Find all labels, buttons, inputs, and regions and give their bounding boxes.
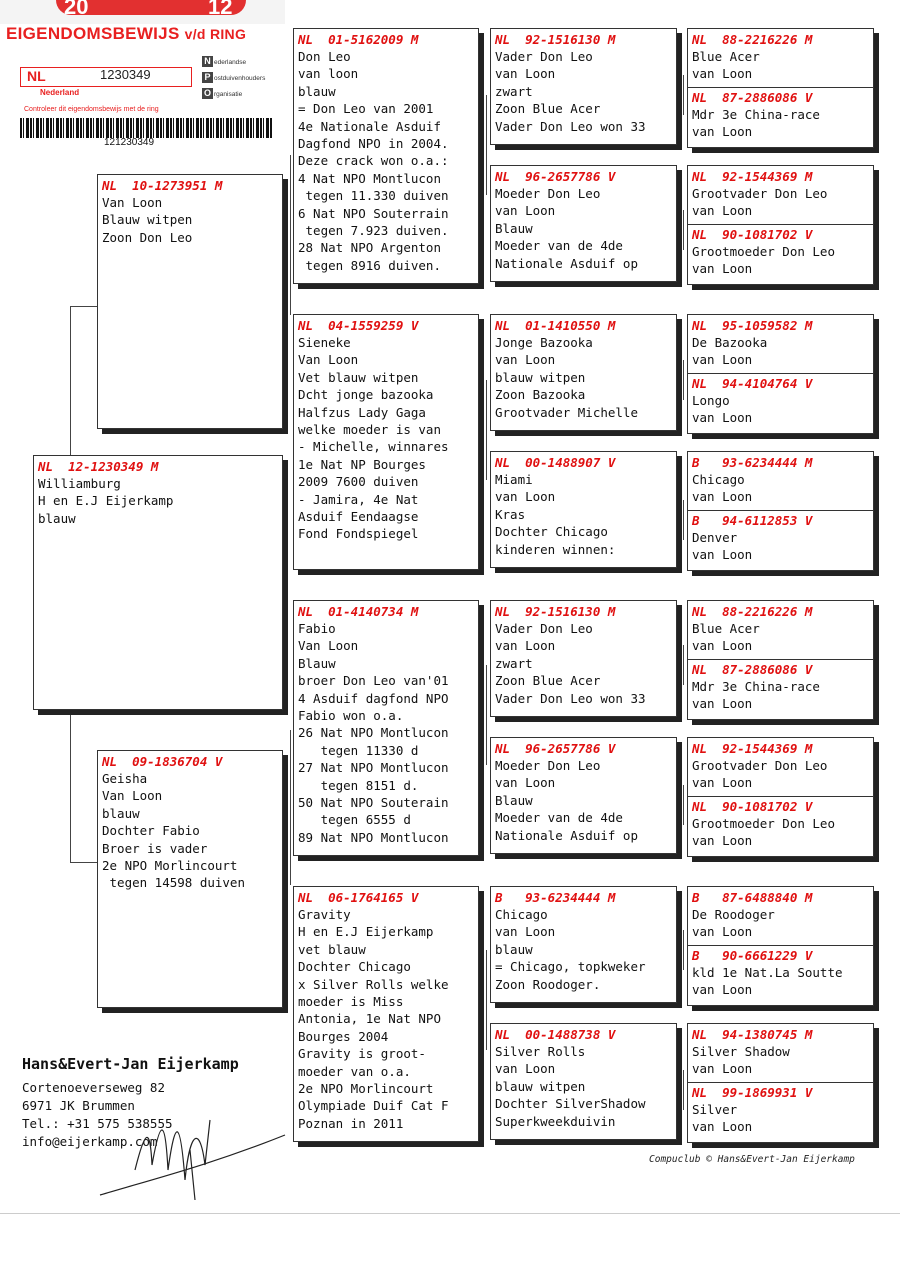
detail-line: van Loon <box>495 489 556 505</box>
npo-text-1: ederlandse <box>214 59 247 66</box>
detail-line: Chicago <box>495 907 548 922</box>
detail-line: Gravity is groot- <box>298 1046 426 1062</box>
detail-line: Mdr 3e China-race <box>692 107 820 122</box>
detail-line: van Loon <box>692 924 753 940</box>
detail-line: van loon <box>298 66 359 82</box>
detail-line: Fond Fondspiegel <box>298 526 419 542</box>
ggg-sire <box>692 31 869 83</box>
pair-divider <box>688 87 873 88</box>
connector-line <box>683 1070 684 1110</box>
detail-line: Van Loon <box>298 638 359 654</box>
mother-card <box>97 750 283 1008</box>
detail-line: tegen 11.330 duiven <box>298 188 449 204</box>
great-grandparent-ring: NL 00-1488907 V <box>495 455 616 470</box>
connector-line <box>486 665 487 765</box>
detail-line: Blauw <box>495 220 533 236</box>
father-ring: NL 10-1273951 M <box>102 178 223 193</box>
pair-divider <box>688 373 873 374</box>
detail-line: van Loon <box>692 1061 753 1077</box>
grandparent-ring: NL 01-4140734 M <box>298 604 419 619</box>
detail-line: Don Leo <box>298 49 351 64</box>
great-grandparent-ring: NL 00-1488738 V <box>495 1027 616 1042</box>
pair-divider <box>688 1082 873 1083</box>
grandparent-card <box>293 314 479 570</box>
owner-email: info@eijerkamp.com <box>22 1134 158 1149</box>
detail-line: Grootmoeder Don Leo <box>692 244 835 259</box>
detail-line: 6 Nat NPO Souterrain <box>298 205 449 221</box>
detail-line: Deze crack won o.a.: <box>298 153 449 169</box>
subject-ring: NL 12-1230349 M <box>38 459 159 474</box>
great-grandparent-ring: NL 92-1516130 M <box>495 604 616 619</box>
connector-line <box>70 306 97 307</box>
detail-line: Miami <box>495 472 533 487</box>
detail-line: H en E.J Eijerkamp <box>298 924 434 940</box>
connector-line <box>683 500 684 540</box>
certificate-region: Nederland <box>40 88 80 97</box>
npo-letter-p: P <box>202 72 213 83</box>
detail-line: moeder is Miss <box>298 994 404 1010</box>
detail-line: van Loon <box>692 1119 753 1135</box>
detail-line: Chicago <box>692 472 745 487</box>
grandparent-ring: NL 01-5162009 M <box>298 32 419 47</box>
detail-line: tegen 14598 duiven <box>102 875 245 891</box>
great-great-grandparent-pair <box>687 600 874 720</box>
detail-line: blauw witpen <box>495 1078 586 1094</box>
detail-line: Dochter Chicago <box>495 524 608 540</box>
detail-line: van Loon <box>692 203 753 219</box>
great-great-grandparent-pair <box>687 451 874 571</box>
great-great-grandparent-pair <box>687 886 874 1006</box>
ggg-dam <box>692 512 869 564</box>
great-grandparent-card <box>490 28 677 145</box>
detail-line: Longo <box>692 393 730 408</box>
father-details <box>102 194 278 246</box>
ggg-sire <box>692 168 869 220</box>
ggg-ring: NL 92-1544369 M <box>692 741 813 756</box>
ggg-ring: NL 95-1059582 M <box>692 318 813 333</box>
connector-line <box>683 360 684 400</box>
connector-line <box>290 155 291 315</box>
detail-line: van Loon <box>495 1061 556 1077</box>
connector-line <box>70 306 71 455</box>
ggg-ring: NL 90-1081702 V <box>692 799 813 814</box>
detail-line: Fabio <box>298 621 336 636</box>
detail-line: 1e Nat NP Bourges <box>298 456 426 472</box>
detail-line: Geisha <box>102 771 148 786</box>
detail-line: Vader Don Leo won 33 <box>495 118 646 134</box>
detail-line: van Loon <box>495 924 556 940</box>
great-grandparent-ring: NL 01-1410550 M <box>495 318 616 333</box>
detail-line: van Loon <box>692 352 753 368</box>
connector-line <box>486 95 487 195</box>
ownership-certificate <box>0 0 285 158</box>
connector-line <box>683 785 684 825</box>
detail-line: Zoon Roodoger. <box>495 976 601 992</box>
grandparent-ring: NL 06-1764165 V <box>298 890 419 905</box>
detail-line: Zoon Blue Acer <box>495 101 601 117</box>
detail-line: vet blauw <box>298 941 366 957</box>
detail-line: blauw <box>102 805 140 821</box>
npo-letter-n: N <box>202 56 213 67</box>
detail-line: tegen 6555 d <box>298 812 411 828</box>
great-grandparent-card <box>490 600 677 717</box>
ggg-dam <box>692 1084 869 1136</box>
ggg-dam <box>692 661 869 713</box>
ggg-dam <box>692 947 869 999</box>
detail-line: van Loon <box>692 489 753 505</box>
detail-line: blauw <box>38 510 76 526</box>
ggg-sire <box>692 603 869 655</box>
connector-line <box>486 380 487 480</box>
detail-line: 2e NPO Morlincourt <box>298 1081 434 1097</box>
ggg-dam <box>692 89 869 141</box>
detail-line: Zoon Bazooka <box>495 387 586 403</box>
pair-divider <box>688 510 873 511</box>
detail-line: Olympiade Duif Cat F <box>298 1098 449 1114</box>
ggg-ring: NL 94-4104764 V <box>692 376 813 391</box>
detail-line: Silver Shadow <box>692 1044 790 1059</box>
detail-line: 4 Nat NPO Montlucon <box>298 170 441 186</box>
detail-line: moeder van o.a. <box>298 1063 411 1079</box>
ggg-ring: NL 87-2886086 V <box>692 90 813 105</box>
detail-line: van Loon <box>495 66 556 82</box>
connector-line <box>70 710 71 862</box>
detail-line: Van Loon <box>102 195 163 210</box>
detail-line: 2009 7600 duiven <box>298 474 419 490</box>
detail-line: Van Loon <box>102 788 163 804</box>
ggg-sire <box>692 317 869 369</box>
great-grandparent-ring: NL 96-2657786 V <box>495 741 616 756</box>
ggg-ring: B 93-6234444 M <box>692 455 813 470</box>
detail-line: kld 1e Nat.La Soutte <box>692 965 843 980</box>
great-grandparent-card <box>490 1023 677 1140</box>
detail-line: van Loon <box>692 124 753 140</box>
detail-line: Vader Don Leo <box>495 49 593 64</box>
detail-line: Williamburg <box>38 476 121 491</box>
detail-line: broer Don Leo van'01 <box>298 673 449 689</box>
detail-line: van Loon <box>692 261 753 277</box>
detail-line: Asduif Eendaagse <box>298 509 419 525</box>
detail-line: Moeder Don Leo <box>495 186 601 201</box>
grandparent-card <box>293 28 479 284</box>
detail-line: Dochter Fabio <box>102 823 200 839</box>
detail-line: van Loon <box>692 66 753 82</box>
certificate-country: NL <box>27 68 46 84</box>
ggg-sire <box>692 889 869 941</box>
footer-credit: Compuclub © Hans&Evert-Jan Eijerkamp <box>649 1154 855 1165</box>
detail-line: Vader Don Leo won 33 <box>495 690 646 706</box>
detail-line: Halfzus Lady Gaga <box>298 404 426 420</box>
detail-line: welke moeder is van <box>298 422 441 438</box>
detail-line: van Loon <box>495 775 556 791</box>
barcode-number: 121230349 <box>104 137 155 148</box>
certificate-year-right: 12 <box>208 0 233 19</box>
detail-line: De Bazooka <box>692 335 768 350</box>
detail-line: Dochter Chicago <box>298 959 411 975</box>
npo-text-2: ostduivenhouders <box>214 75 266 82</box>
detail-line: 89 Nat NPO Montlucon <box>298 829 449 845</box>
detail-line: Blauw <box>495 792 533 808</box>
great-grandparent-card <box>490 737 677 854</box>
grandparent-ring: NL 04-1559259 V <box>298 318 419 333</box>
great-grandparent-card <box>490 886 677 1003</box>
detail-line: Grootvader Don Leo <box>692 758 828 773</box>
detail-line: Dcht jonge bazooka <box>298 387 434 403</box>
certificate-year-left: 20 <box>64 0 89 19</box>
detail-line: Grootmoeder Don Leo <box>692 816 835 831</box>
subject-details <box>38 475 278 527</box>
ggg-ring: B 87-6488840 M <box>692 890 813 905</box>
detail-line: 26 Nat NPO Montlucon <box>298 725 449 741</box>
great-great-grandparent-pair <box>687 28 874 148</box>
detail-line: kinderen winnen: <box>495 541 616 557</box>
detail-line: van Loon <box>495 203 556 219</box>
ggg-sire <box>692 454 869 506</box>
pair-divider <box>688 659 873 660</box>
owner-name: Hans&Evert-Jan Eijerkamp <box>22 1055 239 1073</box>
detail-line: 4e Nationale Asduif <box>298 118 441 134</box>
great-grandparent-card <box>490 314 677 431</box>
detail-line: Silver Rolls <box>495 1044 586 1059</box>
certificate-year-badge <box>56 0 246 19</box>
detail-line: blauw <box>495 941 533 957</box>
great-grandparent-card <box>490 451 677 568</box>
detail-line: Blue Acer <box>692 49 760 64</box>
detail-line: Vader Don Leo <box>495 621 593 636</box>
ggg-ring: NL 87-2886086 V <box>692 662 813 677</box>
ggg-ring: NL 90-1081702 V <box>692 227 813 242</box>
detail-line: Blue Acer <box>692 621 760 636</box>
ggg-ring: NL 92-1544369 M <box>692 169 813 184</box>
detail-line: zwart <box>495 655 533 671</box>
mother-ring: NL 09-1836704 V <box>102 754 223 769</box>
certificate-title-suffix: v/d RING <box>184 26 247 42</box>
ggg-ring: NL 88-2216226 M <box>692 32 813 47</box>
detail-line: Kras <box>495 506 526 522</box>
detail-line: Fabio won o.a. <box>298 708 404 724</box>
great-great-grandparent-pair <box>687 165 874 285</box>
owner-phone: Tel.: +31 575 538555 <box>22 1116 173 1131</box>
detail-line: Bourges 2004 <box>298 1028 389 1044</box>
detail-line: Denver <box>692 530 738 545</box>
connector-line <box>683 75 684 115</box>
detail-line: x Silver Rolls welke <box>298 976 449 992</box>
great-grandparent-ring: NL 92-1516130 M <box>495 32 616 47</box>
great-grandparent-card <box>490 165 677 282</box>
npo-line-2 <box>202 72 265 83</box>
detail-line: Zoon Blue Acer <box>495 673 601 689</box>
ggg-sire <box>692 1026 869 1078</box>
page-bottom-rule <box>0 1213 900 1214</box>
certificate-control-text: Controleer dit eigendomsbewijs met de ring <box>24 106 159 113</box>
great-grandparent-ring: NL 96-2657786 V <box>495 169 616 184</box>
detail-line: van Loon <box>495 638 556 654</box>
detail-line: van Loon <box>692 775 753 791</box>
npo-line-1 <box>202 56 246 67</box>
ggg-ring: NL 99-1869931 V <box>692 1085 813 1100</box>
pair-divider <box>688 796 873 797</box>
detail-line: tegen 8151 d. <box>298 777 419 793</box>
ggg-dam <box>692 798 869 850</box>
detail-line: Moeder Don Leo <box>495 758 601 773</box>
detail-line: De Roodoger <box>692 907 775 922</box>
detail-line: tegen 7.923 duiven. <box>298 223 449 239</box>
detail-line: zwart <box>495 83 533 99</box>
owner-address-city: 6971 JK Brummen <box>22 1098 135 1113</box>
detail-line: van Loon <box>692 547 753 563</box>
connector-line <box>683 930 684 970</box>
connector-line <box>486 950 487 1050</box>
detail-line: Blauw witpen <box>102 212 193 228</box>
detail-line: van Loon <box>692 638 753 654</box>
detail-line: van Loon <box>495 352 556 368</box>
detail-line: blauw <box>298 83 336 99</box>
detail-line: = Chicago, topkweker <box>495 959 646 975</box>
detail-line: Jonge Bazooka <box>495 335 593 350</box>
connector-line <box>683 645 684 685</box>
detail-line: Grootvader Don Leo <box>692 186 828 201</box>
detail-line: 2e NPO Morlincourt <box>102 858 238 874</box>
detail-line: Moeder van de 4de <box>495 238 623 254</box>
detail-line: Poznan in 2011 <box>298 1115 404 1131</box>
certificate-title <box>6 24 246 44</box>
detail-line: H en E.J Eijerkamp <box>38 493 174 509</box>
mother-details <box>102 770 278 892</box>
connector-line <box>70 862 97 863</box>
owner-address-street: Cortenoeverseweg 82 <box>22 1080 165 1095</box>
detail-line: tegen 11330 d <box>298 742 419 758</box>
detail-line: Sieneke <box>298 335 351 350</box>
detail-line: van Loon <box>692 410 753 426</box>
great-great-grandparent-pair <box>687 314 874 434</box>
npo-line-3 <box>202 88 242 99</box>
detail-line: Vet blauw witpen <box>298 369 419 385</box>
detail-line: tegen 8916 duiven. <box>298 257 441 273</box>
subject-pigeon-card <box>33 455 283 710</box>
connector-line <box>683 210 684 250</box>
detail-line: van Loon <box>692 696 753 712</box>
detail-line: blauw witpen <box>495 369 586 385</box>
barcode <box>20 118 273 138</box>
grandparent-card <box>293 886 479 1142</box>
ggg-ring: NL 94-1380745 M <box>692 1027 813 1042</box>
father-card <box>97 174 283 429</box>
great-great-grandparent-pair <box>687 1023 874 1143</box>
detail-line: Gravity <box>298 907 351 922</box>
detail-line: Zoon Don Leo <box>102 229 193 245</box>
detail-line: 28 Nat NPO Argenton <box>298 240 441 256</box>
pair-divider <box>688 224 873 225</box>
npo-text-3: rganisatie <box>214 91 243 98</box>
ggg-dam <box>692 375 869 427</box>
detail-line: Dagfond NPO in 2004. <box>298 136 449 152</box>
signature <box>90 1110 300 1205</box>
detail-line: Antonia, 1e Nat NPO <box>298 1011 441 1027</box>
detail-line: Moeder van de 4de <box>495 810 623 826</box>
detail-line: Mdr 3e China-race <box>692 679 820 694</box>
ggg-ring: B 90-6661229 V <box>692 948 813 963</box>
npo-letter-o: O <box>203 88 211 98</box>
pair-divider <box>688 945 873 946</box>
detail-line: Van Loon <box>298 352 359 368</box>
great-grandparent-ring: B 93-6234444 M <box>495 890 616 905</box>
certificate-title-text: EIGENDOMSBEWIJS <box>6 24 180 43</box>
ggg-ring: NL 88-2216226 M <box>692 604 813 619</box>
detail-line: Nationale Asduif op <box>495 255 638 271</box>
detail-line: 50 Nat NPO Souterain <box>298 795 449 811</box>
detail-line: - Jamira, 4e Nat <box>298 491 419 507</box>
detail-line: Grootvader Michelle <box>495 404 638 420</box>
detail-line: Silver <box>692 1102 738 1117</box>
detail-line: 27 Nat NPO Montlucon <box>298 760 449 776</box>
connector-line <box>290 730 291 885</box>
great-great-grandparent-pair <box>687 737 874 857</box>
detail-line: Nationale Asduif op <box>495 827 638 843</box>
detail-line: 4 Asduif dagfond NPO <box>298 690 449 706</box>
detail-line: Blauw <box>298 655 336 671</box>
detail-line: - Michelle, winnares <box>298 439 449 455</box>
detail-line: van Loon <box>692 833 753 849</box>
ggg-dam <box>692 226 869 278</box>
grandparent-card <box>293 600 479 856</box>
certificate-ring-number: 1230349 <box>100 67 151 82</box>
detail-line: Broer is vader <box>102 840 208 856</box>
detail-line: Superkweekduivin <box>495 1113 616 1129</box>
ggg-sire <box>692 740 869 792</box>
detail-line: Dochter SilverShadow <box>495 1096 646 1112</box>
detail-line: van Loon <box>692 982 753 998</box>
detail-line: = Don Leo van 2001 <box>298 101 434 117</box>
ggg-ring: B 94-6112853 V <box>692 513 813 528</box>
